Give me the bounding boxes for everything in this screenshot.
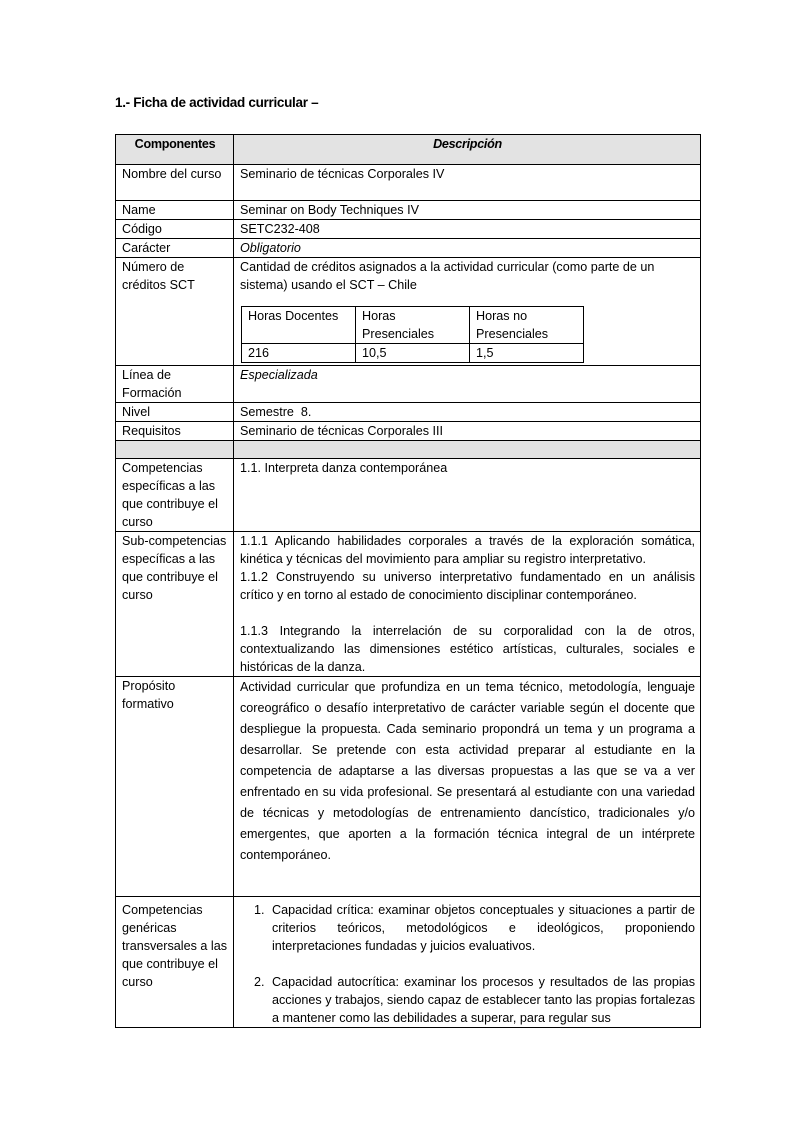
label-proposito: Propósito formativo <box>116 677 234 897</box>
row-subcompetencias <box>116 532 701 677</box>
subcompetencia-item: 1.1.1 Aplicando habilidades corporales a través de la exploración somática, kinética y técnicas del movimiento para ampliar su registro interpretativo. <box>240 534 695 566</box>
label-codigo: Código <box>116 220 234 239</box>
label-genericas: Competencias genéricas transversales a las que contribuye el curso <box>116 897 234 1028</box>
value-competencias: 1.1. Interpreta danza contemporánea <box>234 459 701 532</box>
value-nivel: Semestre 8. <box>234 403 701 422</box>
subcompetencia-item: 1.1.3 Integrando la interrelación de su corporalidad con la de otros, contextualizando las dimensiones estético artísticas, culturales, sociales e históricas de la danza. <box>240 624 695 674</box>
value-proposito: Actividad curricular que profundiza en un tema técnico, metodología, lenguaje coreográfico o desafío interpretativo de carácter variable según el docente que despliegue la propuesta. Cada seminario propondrá un tema y un programa a desarrollar. Se pretende con esta actividad preparar al estudiante en la competencia de adaptarse a las diversas propuestas a las que se va a ver enfrentado en su vida profesional. Se presentará al estudiante con una variedad de técnicas y metodologías de entrenamiento dancístico, tradicionales y/o emergentes, que aporten a la formación técnica integral de un intérprete contemporáneo. <box>234 677 701 897</box>
row-genericas <box>116 897 701 1028</box>
label-linea: Línea de Formación <box>116 366 234 403</box>
hours-value-no-presenciales: 1,5 <box>470 344 584 363</box>
value-caracter: Obligatorio <box>234 239 701 258</box>
label-name: Name <box>116 201 234 220</box>
label-competencias: Competencias específicas a las que contribuye el curso <box>116 459 234 532</box>
label-subcompetencias: Sub-competencias específicas a las que contribuye el curso <box>116 532 234 677</box>
value-name: Seminar on Body Techniques IV <box>234 201 701 220</box>
row-creditos <box>116 258 701 366</box>
curricular-activity-table <box>115 134 701 1028</box>
row-caracter <box>116 239 701 258</box>
row-competencias <box>116 459 701 532</box>
row-nivel <box>116 403 701 422</box>
hours-table <box>241 306 584 363</box>
header-row <box>116 135 701 165</box>
genericas-list <box>240 901 695 1027</box>
label-requisitos: Requisitos <box>116 422 234 441</box>
hours-header-presenciales: Horas Presenciales <box>356 307 470 344</box>
value-codigo: SETC232-408 <box>234 220 701 239</box>
hours-header-no-presenciales: Horas no Presenciales <box>470 307 584 344</box>
generica-item: 1. Capacidad crítica: examinar objetos conceptuales y situaciones a partir de criterios teóricos, metodológicos e ideológicos, proponiendo interpretaciones fundadas y juicios evaluativos. <box>268 901 695 955</box>
value-requisitos: Seminario de técnicas Corporales III <box>234 422 701 441</box>
value-subcompetencias <box>234 532 701 677</box>
value-genericas <box>234 897 701 1028</box>
header-components: Componentes <box>116 135 234 165</box>
label-creditos: Número de créditos SCT <box>116 258 234 366</box>
generica-item: 2. Capacidad autocrítica: examinar los procesos y resultados de las propias acciones y trabajos, siendo capaz de establecer tanto las propias fortalezas a mantener como las debilidades a superar, para regular sus <box>268 973 695 1027</box>
value-linea: Especializada <box>234 366 701 403</box>
label-nombre: Nombre del curso <box>116 165 234 201</box>
row-linea <box>116 366 701 403</box>
hours-value-presenciales: 10,5 <box>356 344 470 363</box>
separator-cell <box>234 441 701 459</box>
row-codigo <box>116 220 701 239</box>
row-nombre <box>116 165 701 201</box>
separator-cell <box>116 441 234 459</box>
value-nombre: Seminario de técnicas Corporales IV <box>234 165 701 201</box>
subcompetencia-item: 1.1.2 Construyendo su universo interpretativo fundamentado en un análisis crítico y en torno al estado de conocimiento disciplinar contemporáneo. <box>240 570 695 602</box>
row-requisitos <box>116 422 701 441</box>
label-caracter: Carácter <box>116 239 234 258</box>
header-description: Descripción <box>234 135 701 165</box>
value-creditos-cell <box>234 258 701 366</box>
row-proposito <box>116 677 701 897</box>
hours-header-docentes: Horas Docentes <box>242 307 356 344</box>
section-title: 1.- Ficha de actividad curricular – <box>115 95 319 110</box>
separator-row <box>116 441 701 459</box>
value-creditos: Cantidad de créditos asignados a la actividad curricular (como parte de un sistema) usando el SCT – Chile <box>240 260 655 292</box>
row-name <box>116 201 701 220</box>
hours-value-docentes: 216 <box>242 344 356 363</box>
label-nivel: Nivel <box>116 403 234 422</box>
